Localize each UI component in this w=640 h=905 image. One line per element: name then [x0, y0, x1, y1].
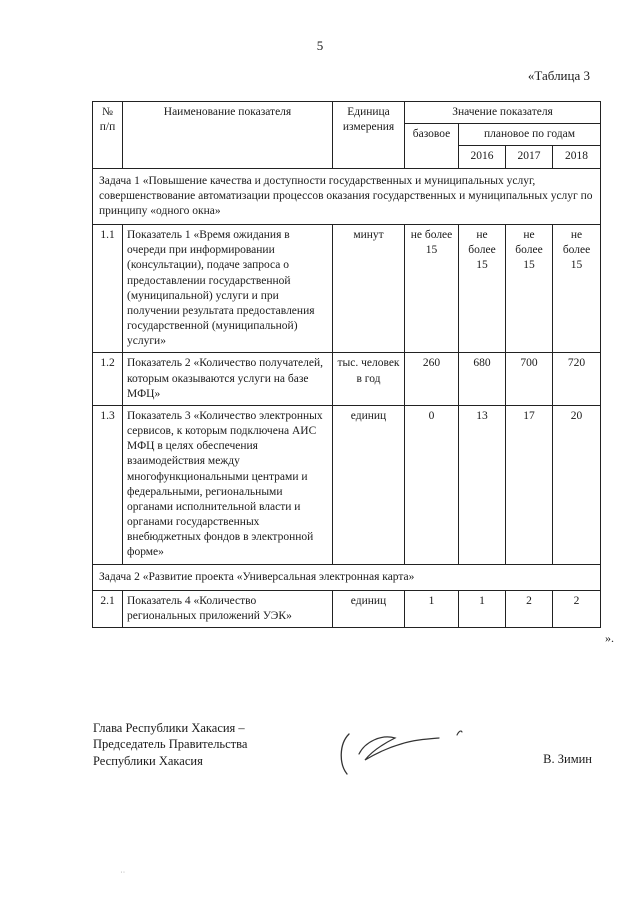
task-row-2: [93, 564, 601, 590]
row-2018: не более 15: [553, 225, 601, 353]
row-num: 1.1: [93, 225, 123, 353]
table-row: [93, 225, 601, 353]
row-base: 0: [405, 405, 459, 564]
row-unit: единиц: [333, 405, 405, 564]
header-name: Наименование показателя: [123, 102, 333, 169]
header-num: № п/п: [93, 102, 123, 169]
row-2018: 2: [553, 590, 601, 627]
row-name: Показатель 4 «Количество региональных приложений УЭК»: [123, 590, 333, 627]
row-name: Показатель 2 «Количество получателей, которым оказываются услуги на базе МФЦ»: [123, 353, 333, 406]
indicators-table: [92, 101, 601, 628]
row-2017: 700: [506, 353, 553, 406]
table-row: [93, 405, 601, 564]
row-2016: 1: [459, 590, 506, 627]
task-row-1: [93, 168, 601, 225]
row-2018: 20: [553, 405, 601, 564]
header-base: базовое: [405, 124, 459, 168]
row-unit: единиц: [333, 590, 405, 627]
row-2018: 720: [553, 353, 601, 406]
row-2016: 13: [459, 405, 506, 564]
closing-quote: ».: [605, 631, 614, 645]
handwritten-signature: [335, 720, 495, 780]
row-name: Показатель 1 «Время ожидания в очереди при информировании (консультации), подаче запроса о предоставлении государственной (муниципальной) услуги и при получении результата предоставления государственной (муниципальной) услуги»: [123, 225, 333, 353]
table-label: «Таблица 3: [527, 68, 590, 83]
table-row: [93, 353, 601, 406]
row-num: 1.2: [93, 353, 123, 406]
signatory-name: В. Зимин: [543, 752, 592, 766]
row-base: 260: [405, 353, 459, 406]
header-value: Значение показателя: [405, 102, 601, 124]
row-unit: тыс. человек в год: [333, 353, 405, 406]
row-2016: не более 15: [459, 225, 506, 353]
header-year-2017: 2017: [506, 146, 553, 168]
row-2016: 680: [459, 353, 506, 406]
header-year-2018: 2018: [553, 146, 601, 168]
row-base: не более 15: [405, 225, 459, 353]
table-row: [93, 590, 601, 627]
row-num: 2.1: [93, 590, 123, 627]
header-year-2016: 2016: [459, 146, 506, 168]
signatory-title-line-2: Председатель Правительства: [93, 737, 248, 752]
row-2017: 2: [506, 590, 553, 627]
signatory-title: [93, 720, 247, 769]
row-2017: не более 15: [506, 225, 553, 353]
row-name: Показатель 3 «Количество электронных сервисов, к которым подключена АИС МФЦ в целях обеспечения взаимодействия между многофункциональными центрами и федеральными, региональными органами исполнительной власти и органами государственных внебюджетных фондов в электронной форме»: [123, 405, 333, 564]
header-row-1: [93, 102, 601, 124]
row-num: 1.3: [93, 405, 123, 564]
task-1-title: Задача 1 «Повышение качества и доступности государственных и муниципальных услуг, совершенствование автоматизации процессов оказания государственных и муниципальных услуг по принципу «одного окна»: [93, 168, 601, 225]
signatory-title-line-1: Глава Республики Хакасия –: [93, 721, 245, 735]
header-planned: плановое по годам: [459, 124, 601, 146]
page-number: 5: [316, 38, 324, 53]
footer-specks: ˙˙: [120, 870, 126, 879]
row-unit: минут: [333, 225, 405, 353]
task-2-title: Задача 2 «Развитие проекта «Универсальная электронная карта»: [93, 564, 601, 590]
signatory-title-line-3: Республики Хакасия: [93, 753, 203, 768]
row-2017: 17: [506, 405, 553, 564]
header-unit: Единица измерения: [333, 102, 405, 169]
row-base: 1: [405, 590, 459, 627]
